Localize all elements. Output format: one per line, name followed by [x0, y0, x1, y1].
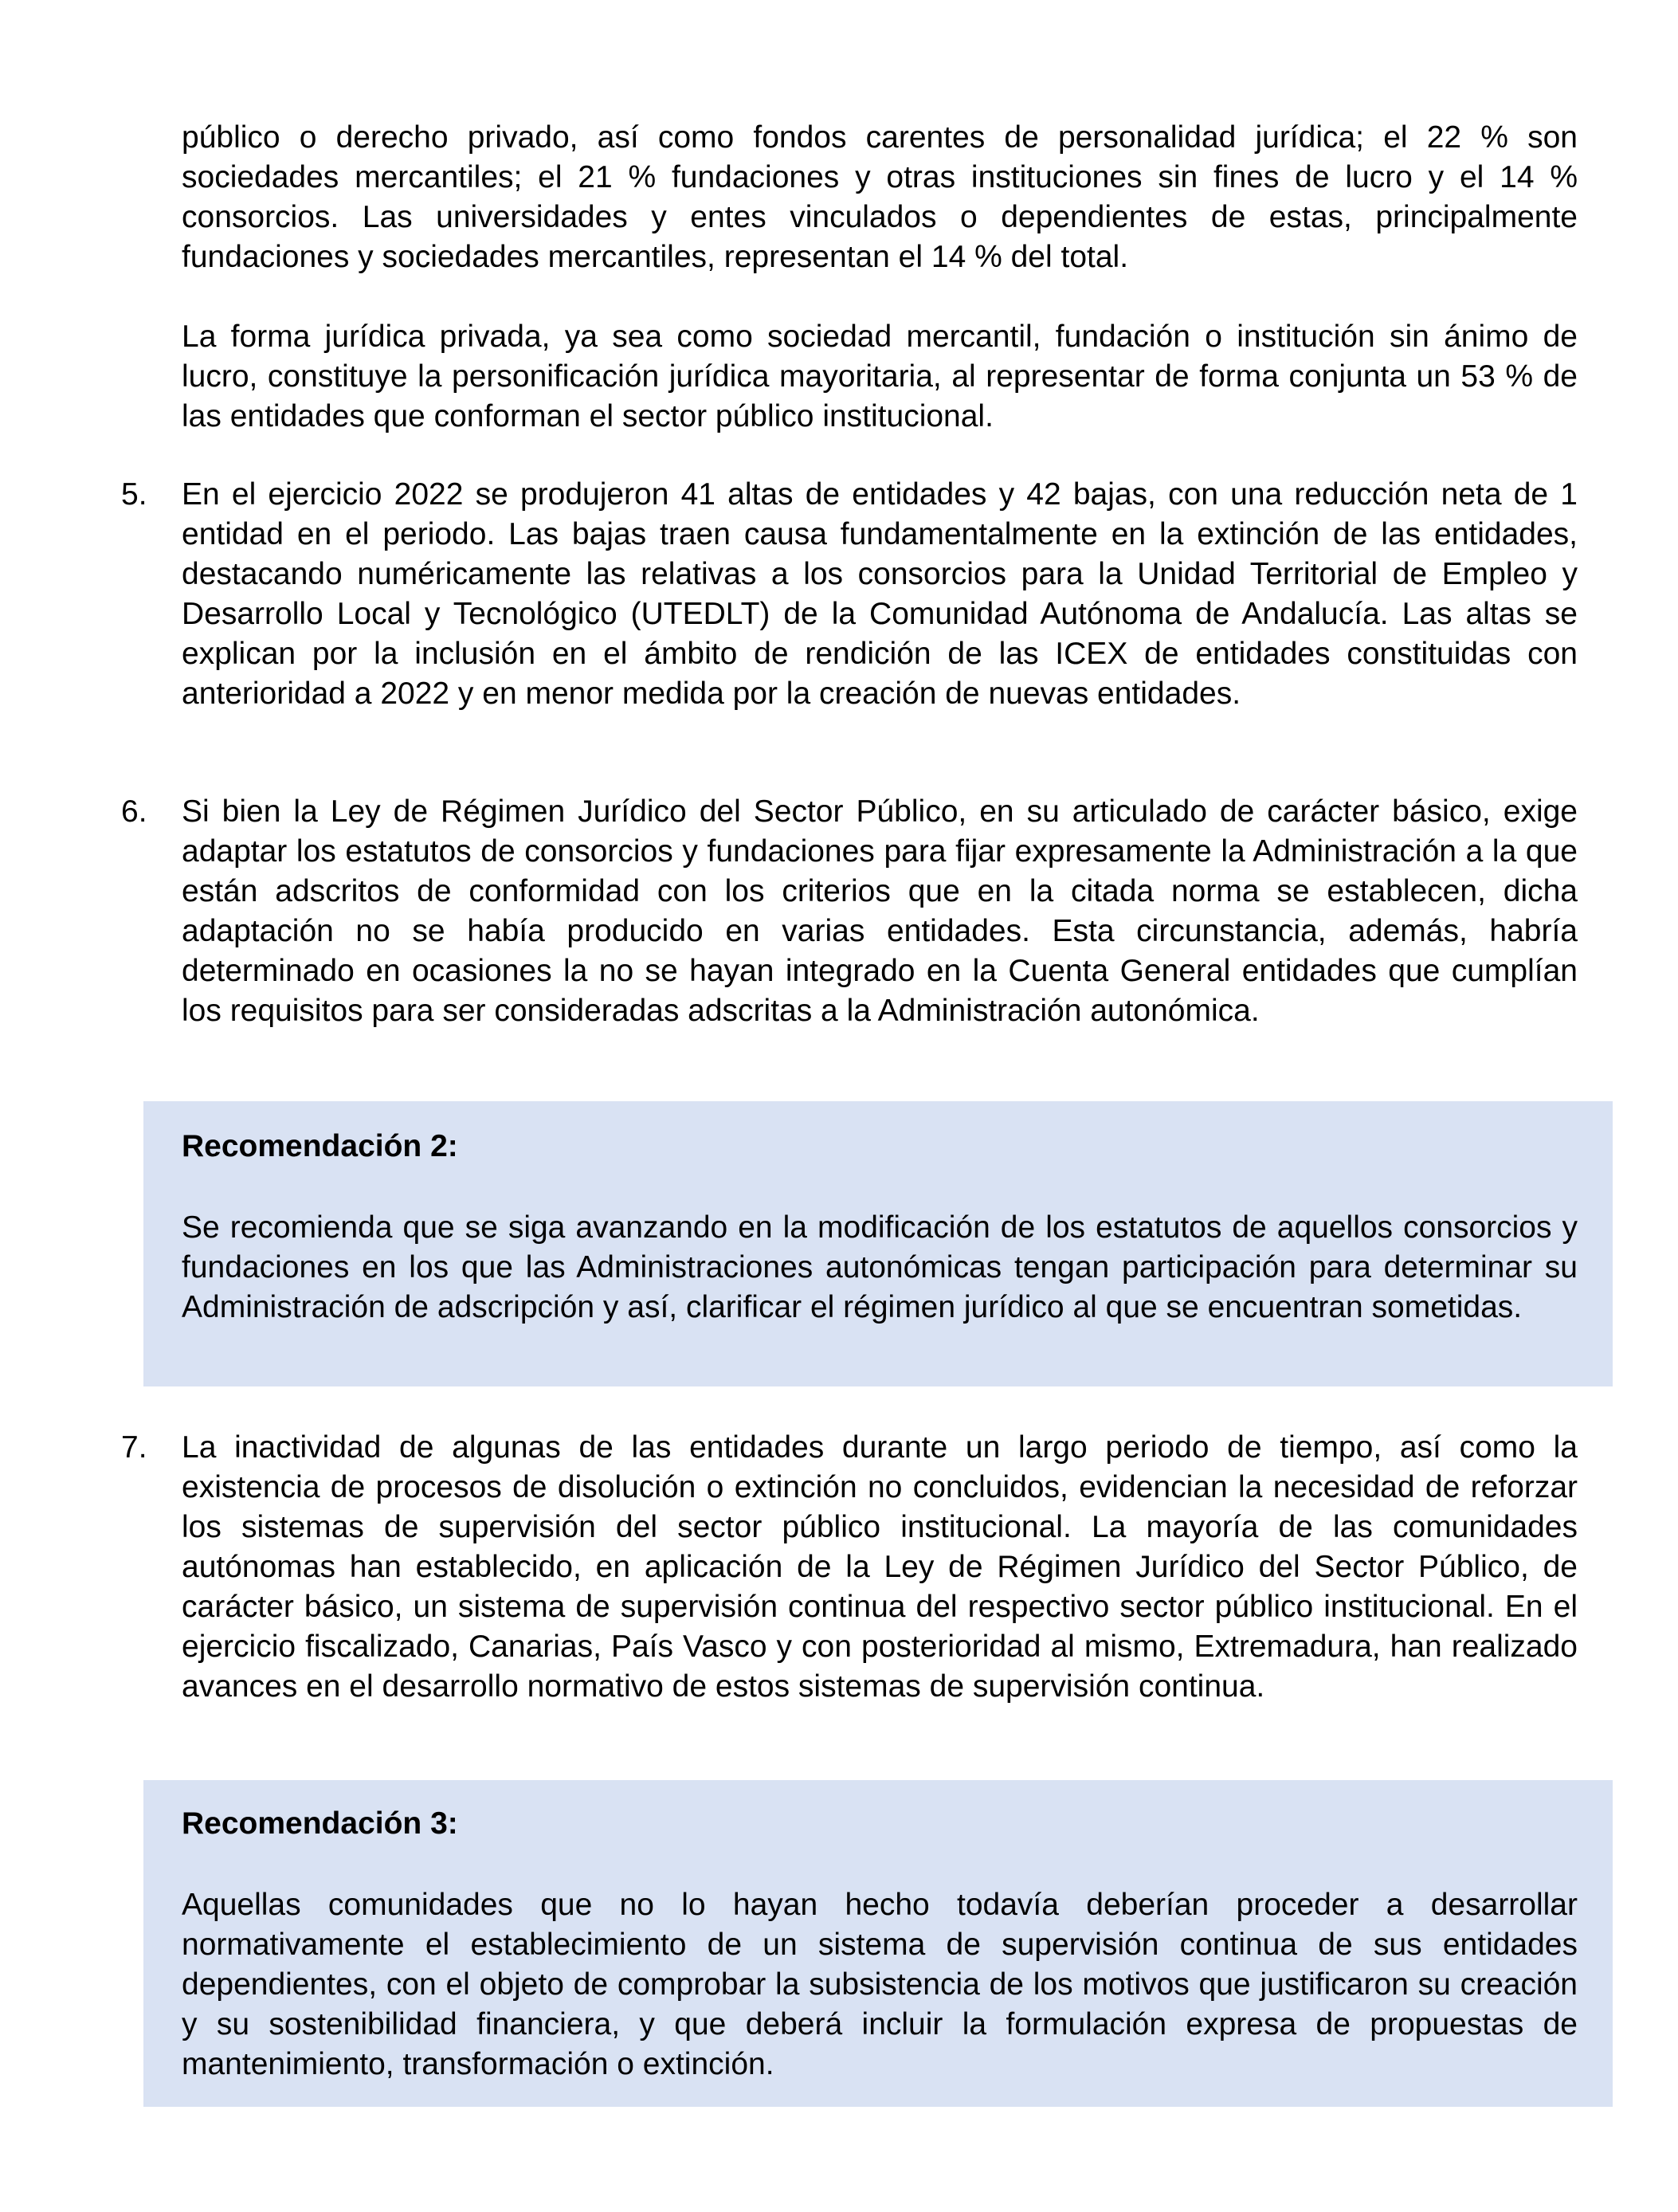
list-item-text: Si bien la Ley de Régimen Jurídico del Sector Público, en su articulado de carácter básico, exige adaptar los estatutos de consorcios y fundaciones para fijar expresamente la Administración a la que están adscritos de conformidad con los criterios que en la citada norma se establecen, dicha adaptación no se había producido en varias entidades. Esta circunstancia, además, habría determinado en ocasiones la no se hayan integrado en la Cuenta General entidades que cumplían los requisitos para ser consideradas adscritas a la Administración autonómica.: [182, 794, 1578, 1028]
recommendation-title: Recomendación 3:: [182, 1806, 458, 1841]
intro-paragraph-2: La forma jurídica privada, ya sea como sociedad mercantil, fundación o institución sin ánimo de lucro, constituye la personificación jurídica mayoritaria, al representar de forma conjunta un 53 % de las entidades que conforman el sector público institucional.: [182, 320, 1578, 433]
recommendation-text: Aquellas comunidades que no lo hayan hecho todavía deberían proceder a desarrollar normativamente el establecimiento de un sistema de supervisión continua de sus entidades dependientes, con el objeto de comprobar la subsistencia de los motivos que justificaron su creación y su sostenibilidad financiera, y que deberá incluir la formulación expresa de propuestas de mantenimiento, transformación o extinción.: [182, 1888, 1578, 2081]
list-item-number: 5.: [121, 477, 147, 512]
list-item-number: 7.: [121, 1430, 147, 1465]
list-item-text: En el ejercicio 2022 se produjeron 41 altas de entidades y 42 bajas, con una reducción neta de 1 entidad en el periodo. Las bajas traen causa fundamentalmente en la extinción de las entidades, destacando numéricamente las relativas a los consorcios para la Unidad Territorial de Empleo y Desarrollo Local y Tecnológico (UTEDLT) de la Comunidad Autónoma de Andalucía. Las altas se explican por la inclusión en el ámbito de rendición de las ICEX de entidades constituidas con anterioridad a 2022 y en menor medida por la creación de nuevas entidades.: [182, 477, 1578, 711]
list-item-number: 6.: [121, 794, 147, 829]
recommendation-text: Se recomienda que se siga avanzando en la modificación de los estatutos de aquellos consorcios y fundaciones en los que las Administraciones autonómicas tengan participación para determinar su Administración de adscripción y así, clarificar el régimen jurídico al que se encuentran sometidas.: [182, 1210, 1578, 1324]
recommendation-box-2: [143, 1101, 1613, 1386]
intro-paragraph-1: público o derecho privado, así como fondos carentes de personalidad jurídica; el 22 % son sociedades mercantiles; el 21 % fundaciones y otras instituciones sin fines de lucro y el 14 % consorcios. Las universidades y entes vinculados o dependientes de estas, principalmente fundaciones y sociedades mercantiles, representan el 14 % del total.: [182, 120, 1578, 274]
recommendation-title: Recomendación 2:: [182, 1129, 458, 1163]
list-item-text: La inactividad de algunas de las entidades durante un largo periodo de tiempo, así como la existencia de procesos de disolución o extinción no concluidos, evidencian la necesidad de reforzar los sistemas de supervisión del sector público institucional. La mayoría de las comunidades autónomas han establecido, en aplicación de la Ley de Régimen Jurídico del Sector Público, de carácter básico, un sistema de supervisión continua del respectivo sector público institucional. En el ejercicio fiscalizado, Canarias, País Vasco y con posterioridad al mismo, Extremadura, han realizado avances en el desarrollo normativo de estos sistemas de supervisión continua.: [182, 1430, 1578, 1704]
recommendation-box-3: [143, 1780, 1613, 2107]
